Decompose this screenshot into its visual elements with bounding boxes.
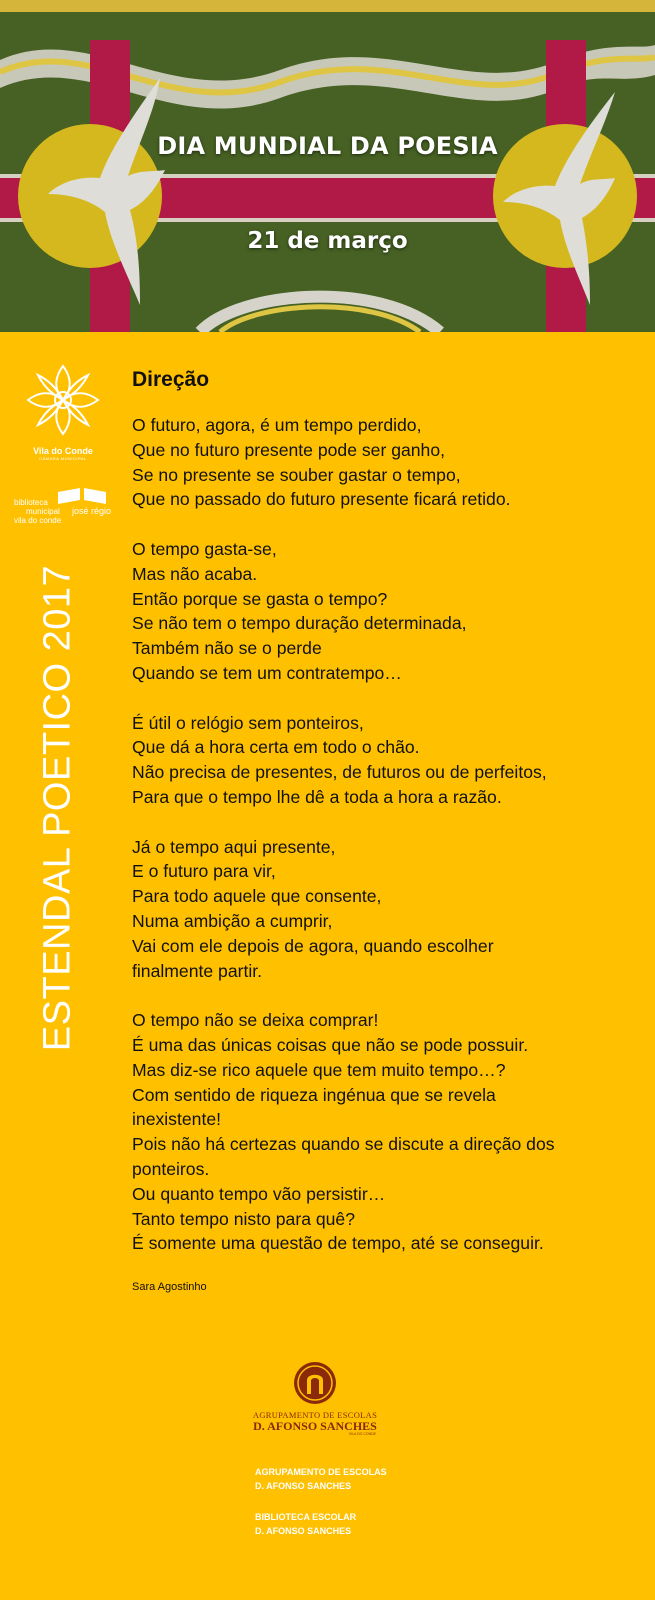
poem-line: Vai com ele depois de agora, quando escolher	[132, 935, 494, 956]
poem-line: Que no futuro presente pode ser ganho,	[132, 439, 446, 460]
vertical-title: ESTENDAL POETICO 2017	[36, 564, 79, 1052]
poem-line: E o futuro para vir,	[132, 861, 276, 882]
credit-agrupamento	[255, 1465, 387, 1493]
school-name-line2: D. AFONSO SANCHES	[253, 1419, 377, 1433]
poem-line: Mas não acaba.	[132, 563, 258, 584]
poem-line: Que dá a hora certa em todo o chão.	[132, 737, 420, 758]
poem-line: O tempo não se deixa comprar!	[132, 1010, 379, 1031]
school-name-subtitle: VILA DO CONDE	[348, 1432, 376, 1436]
poem-line: O futuro, agora, é um tempo perdido,	[132, 415, 422, 435]
poem-line: Tanto tempo nisto para quê?	[132, 1208, 356, 1229]
poem-line: Se no presente se souber gastar o tempo,	[132, 464, 461, 485]
poem-line: É útil o relógio sem ponteiros,	[132, 712, 364, 733]
credit-biblioteca	[255, 1510, 356, 1538]
stanza	[132, 711, 642, 810]
biblioteca-line2: municipal	[26, 507, 60, 516]
stanza	[132, 537, 642, 686]
poem-line: É somente uma questão de tempo, até se conseguir.	[132, 1233, 544, 1254]
stanza	[132, 835, 642, 984]
poem-line: Que no passado do futuro presente ficará retido.	[132, 489, 511, 510]
banner-date: 21 de março	[247, 228, 408, 254]
credit-line: AGRUPAMENTO DE ESCOLAS	[255, 1467, 387, 1477]
poem-line: Mas diz-se rico aquele que tem muito tempo…?	[132, 1059, 506, 1080]
poem-line: Numa ambição a cumprir,	[132, 910, 333, 931]
credit-line: D. AFONSO SANCHES	[255, 1526, 352, 1536]
header-banner	[0, 0, 655, 332]
poem-line: Então porque se gasta o tempo?	[132, 588, 388, 609]
poem-line: Para que o tempo lhe dê a toda a hora a razão.	[132, 786, 502, 807]
poem-line: Não precisa de presentes, de futuros ou de perfeitos,	[132, 762, 547, 783]
stanza	[132, 413, 642, 512]
poem-line: Ou quanto tempo vão persistir…	[132, 1183, 386, 1204]
flower-carpet-image	[0, 0, 655, 332]
poem	[132, 368, 642, 1293]
poem-line: inexistente!	[132, 1109, 221, 1130]
credit-line: D. AFONSO SANCHES	[255, 1481, 352, 1491]
biblioteca-logo	[14, 488, 119, 528]
poem-title: Direção	[132, 368, 210, 391]
poem-line: Também não se o perde	[132, 638, 322, 659]
book-icon	[56, 488, 108, 506]
poem-line: Com sentido de riqueza ingénua que se revela	[132, 1084, 496, 1105]
poem-line: É uma das únicas coisas que não se pode possuir.	[132, 1034, 529, 1055]
poem-line: ponteiros.	[132, 1158, 210, 1179]
poem-line: O tempo gasta-se,	[132, 538, 277, 559]
poem-line: Pois não há certezas quando se discute a direção dos	[132, 1134, 555, 1155]
credit-line: BIBLIOTECA ESCOLAR	[255, 1512, 357, 1522]
vila-do-conde-logo	[22, 360, 104, 460]
banner-title: DIA MUNDIAL DA POESIA	[157, 132, 498, 160]
poem-line: finalmente partir.	[132, 960, 263, 981]
poem-line: Para todo aquele que consente,	[132, 886, 382, 907]
biblioteca-line3: vila do conde	[14, 516, 62, 525]
vila-do-conde-name: Vila do Conde	[33, 446, 93, 456]
poem-line: Se não tem o tempo duração determinada,	[132, 613, 467, 634]
stanza	[132, 1008, 642, 1256]
poem-line: Quando se tem um contratempo…	[132, 662, 402, 683]
poem-author: Sara Agostinho	[132, 1280, 207, 1293]
biblioteca-line1: biblioteca	[14, 498, 48, 507]
poem-line: Já o tempo aqui presente,	[132, 836, 336, 857]
biblioteca-line2b: josé régio	[72, 506, 112, 516]
school-name-line1: AGRUPAMENTO DE ESCOLAS	[252, 1410, 378, 1420]
school-emblem-icon	[292, 1360, 338, 1406]
vila-do-conde-subtitle: CÂMARA MUNICIPAL	[39, 456, 87, 461]
